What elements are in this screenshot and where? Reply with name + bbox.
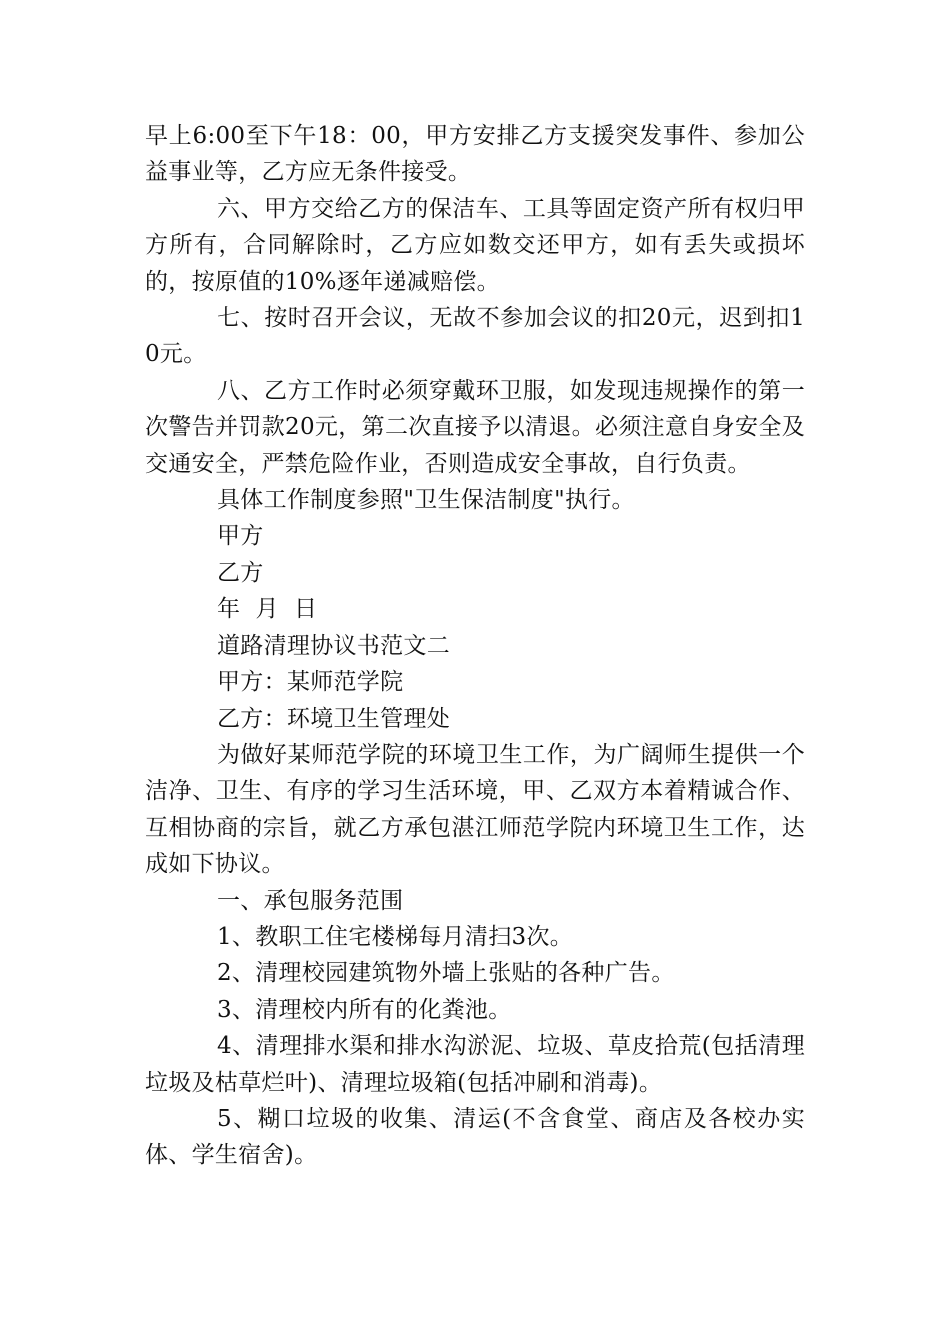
- party-b-line: 乙方：环境卫生管理处: [217, 705, 450, 732]
- list-item-1: 1、教职工住宅楼梯每月清扫3次。: [217, 923, 574, 950]
- paragraph-clause-7: 七、按时召开会议，无故不参加会议的扣20元，迟到扣10元。: [145, 305, 805, 368]
- list-item-3: 3、清理校内所有的化粪池。: [217, 996, 512, 1023]
- paragraph-clause-8: 八、乙方工作时必须穿戴环卫服，如发现违规操作的第一次警告并罚款20元，第二次直接予以清退。必须注意自身安全及交通安全，严禁危险作业，否则造成安全事故，自行负责。: [145, 377, 805, 477]
- heading-service-scope: 一、承包服务范围: [217, 887, 404, 914]
- list-item-4: 4、清理排水渠和排水沟淤泥、垃圾、草皮拾荒(包括清理垃圾及枯草烂叶)、清理垃圾箱(包括冲刷和消毒)。: [145, 1033, 805, 1096]
- signature-date: 年 月 日: [217, 596, 318, 623]
- paragraph-work-rules: 具体工作制度参照"卫生保洁制度"执行。: [217, 487, 635, 514]
- signature-party-a: 甲方: [217, 523, 264, 550]
- signature-party-b: 乙方: [217, 559, 264, 586]
- paragraph-continuation: 早上6:00至下午18：00，甲方安排乙方支援突发事件、参加公益事业等，乙方应无条件接受。: [145, 123, 805, 186]
- list-item-5: 5、糊口垃圾的收集、清运(不含食堂、商店及各校办实体、学生宿舍)。: [145, 1105, 805, 1169]
- paragraph-clause-6: 六、甲方交给乙方的保洁车、工具等固定资产所有权归甲方所有，合同解除时，乙方应如数交还甲方，如有丢失或损坏的，按原值的10%逐年递减赔偿。: [145, 195, 805, 295]
- document-body: [145, 118, 805, 1174]
- section-title-sample-two: 道路清理协议书范文二: [217, 632, 450, 659]
- party-a-line: 甲方：某师范学院: [217, 669, 404, 696]
- list-item-2: 2、清理校园建筑物外墙上张贴的各种广告。: [217, 960, 675, 987]
- paragraph-preamble: 为做好某师范学院的环境卫生工作，为广阔师生提供一个洁净、卫生、有序的学习生活环境，甲、乙双方本着精诚合作、互相协商的宗旨，就乙方承包湛江师范学院内环境卫生工作，达成如下协议。: [145, 741, 805, 878]
